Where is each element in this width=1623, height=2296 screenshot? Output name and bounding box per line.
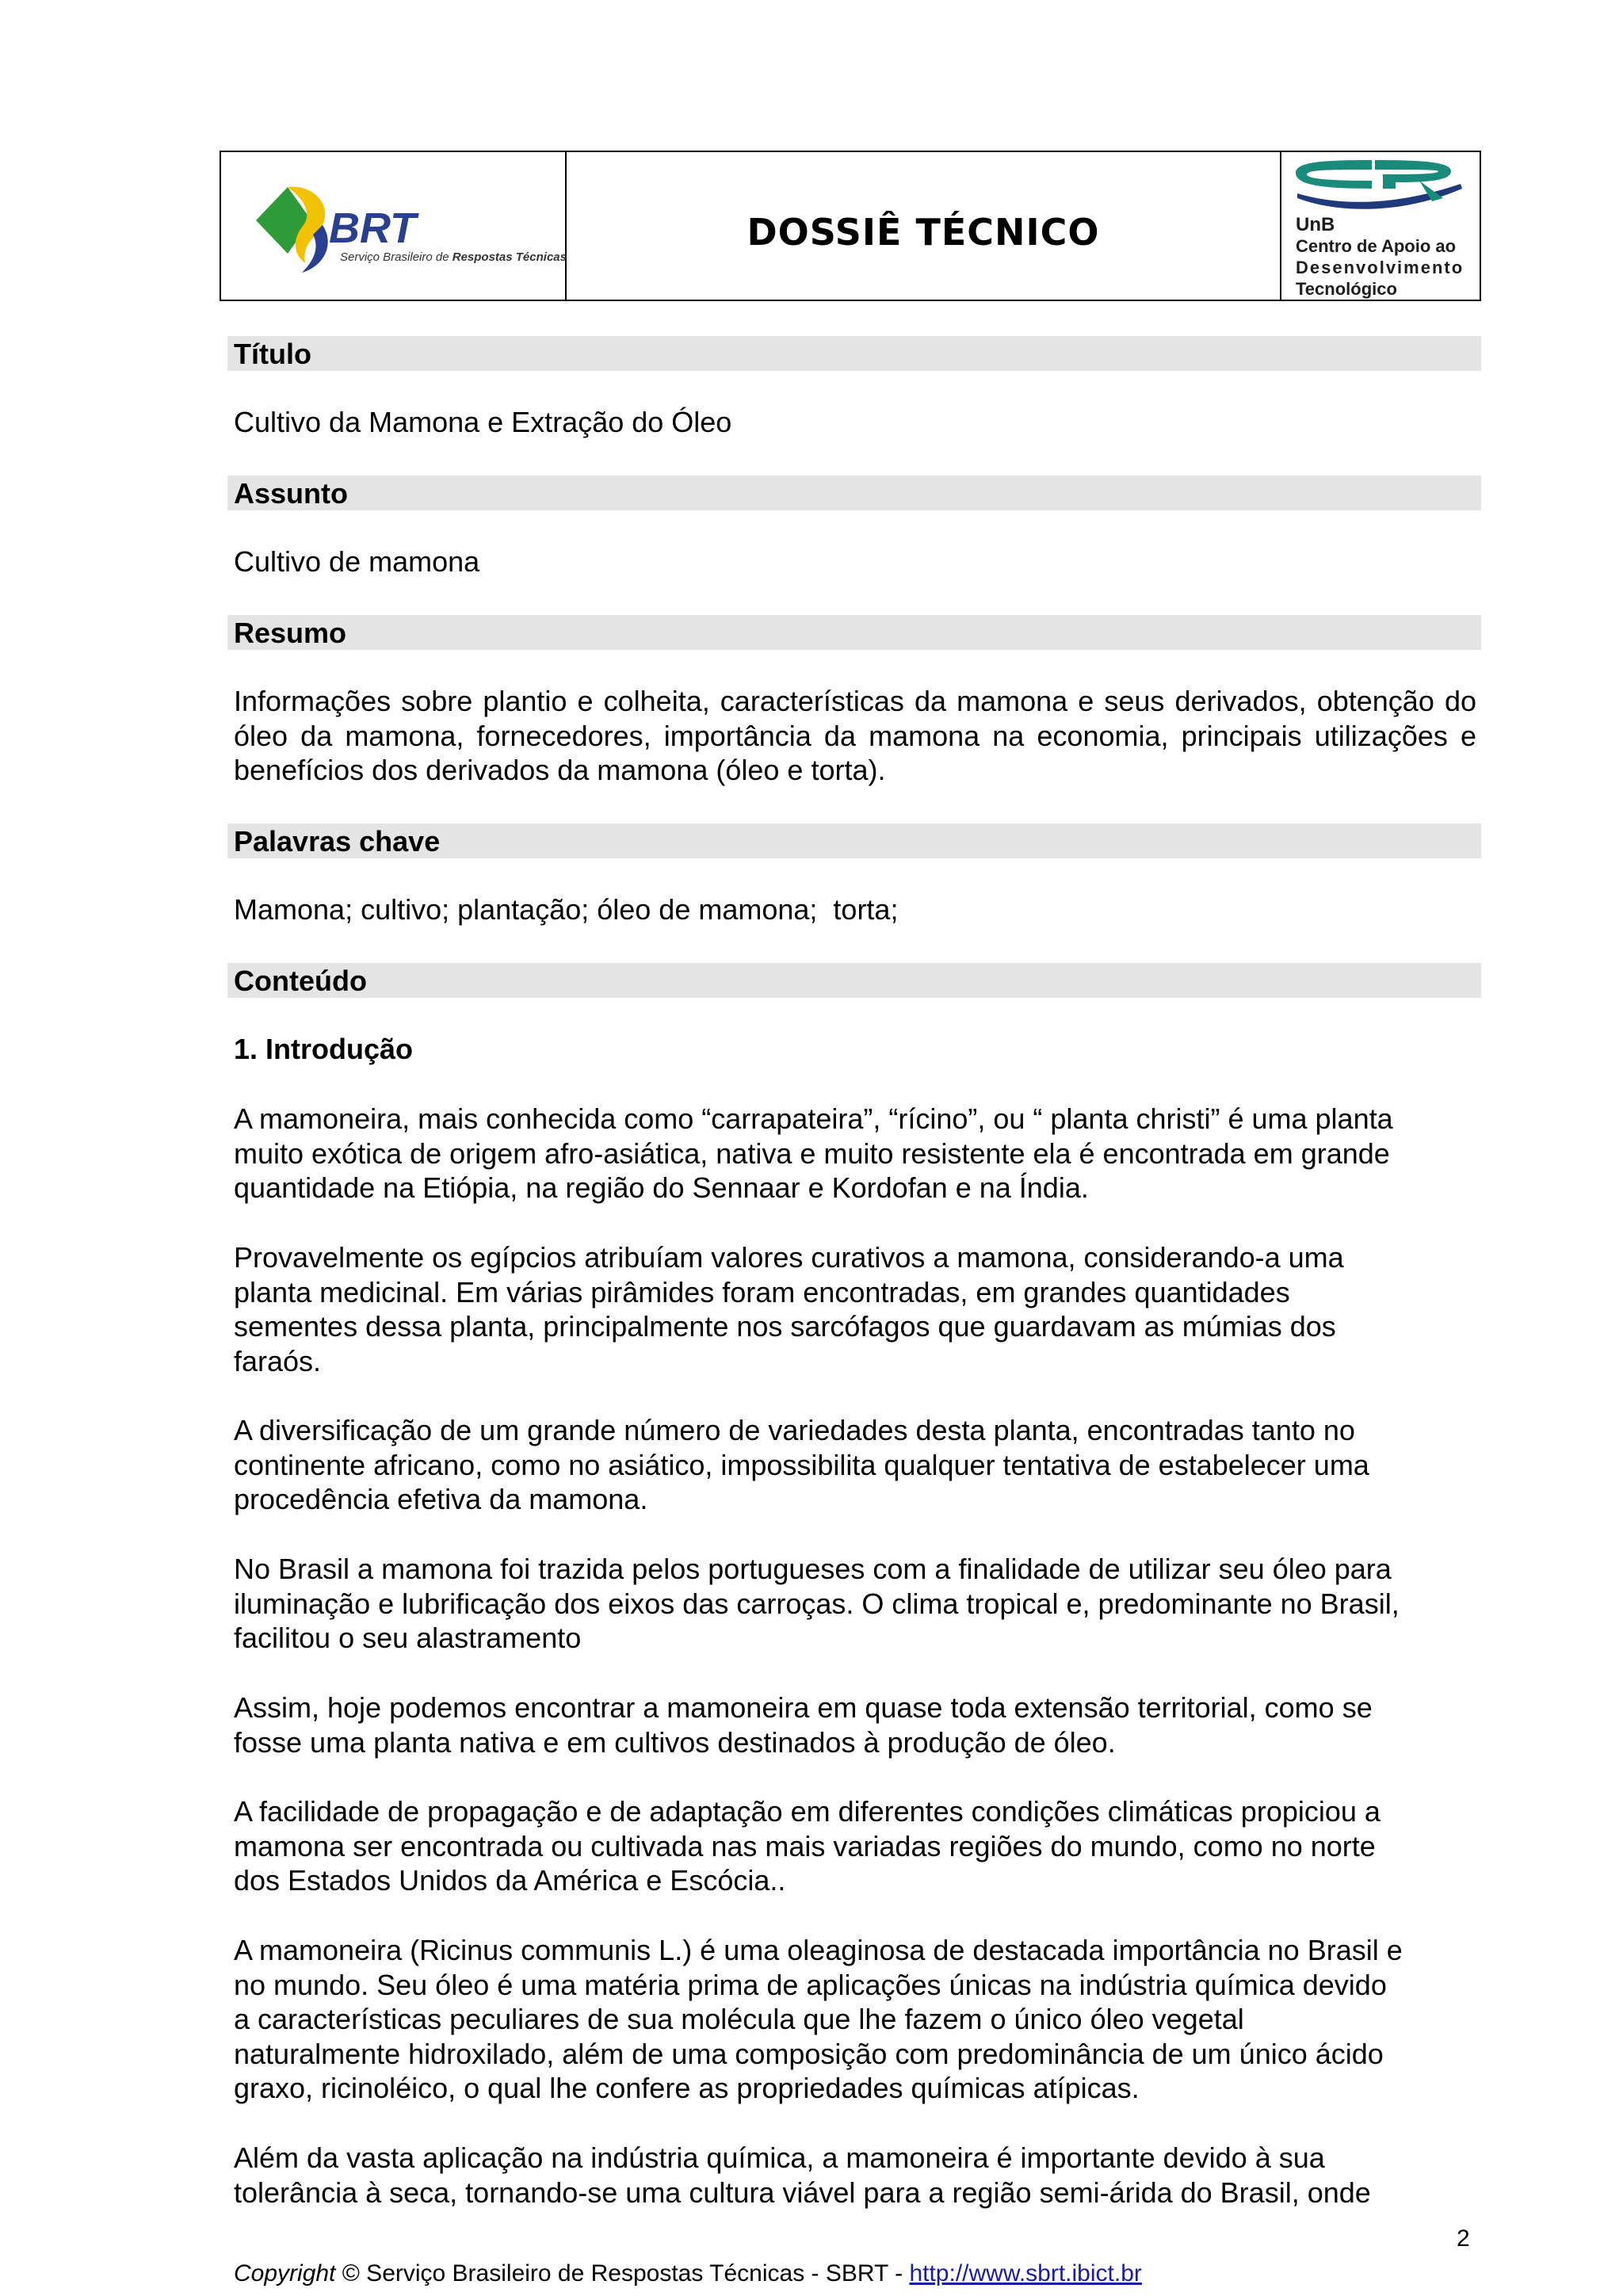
- sbrt-subtitle: Serviço Brasileiro de Respostas Técnicas: [340, 250, 567, 264]
- unb-line-2: Centro de Apoio ao: [1296, 236, 1457, 256]
- paragraph-6-line: mamona ser encontrada ou cultivada nas mais variadas regiões do mundo, como no norte: [234, 1829, 1376, 1862]
- unb-cdt-logo-icon: [1293, 157, 1467, 220]
- copyright-footer: Copyright © Serviço Brasileiro de Respostas Técnicas - SBRT - http://www.sbrt.ibict.br: [234, 2260, 1142, 2286]
- paragraph-2-line: Provavelmente os egípcios atribuíam valores curativos a mamona, considerando-a uma: [234, 1241, 1344, 1274]
- paragraph-5-line: fosse uma planta nativa e em cultivos destinados à produção de óleo.: [234, 1725, 1116, 1759]
- paragraph-2-line: sementes dessa planta, principalmente nos sarcófagos que guardavam as múmias dos: [234, 1310, 1336, 1343]
- unb-cdt-text: [1296, 214, 1464, 300]
- paragraph-3-line: continente africano, como no asiático, impossibilita qualquer tentativa de estabelecer uma: [234, 1448, 1369, 1481]
- document-title: DOSSIÊ TÉCNICO: [747, 211, 1100, 254]
- paragraph-4-line: iluminação e lubrificação dos eixos das carroças. O clima tropical e, predominante no Brasil,: [234, 1587, 1400, 1620]
- content-heading: 1. Introdução: [234, 1033, 414, 1065]
- paragraph-7-line: no mundo. Seu óleo é uma matéria prima de aplicações únicas na indústria química devido: [234, 1968, 1387, 2001]
- paragraph-3-line: A diversificação de um grande número de variedades desta planta, encontradas tanto no: [234, 1414, 1355, 1446]
- paragraph-2-line: planta medicinal. Em várias pirâmides foram encontradas, em grandes quantidades: [234, 1275, 1290, 1308]
- paragraph-4-line: No Brasil a mamona foi trazida pelos portugueses com a finalidade de utilizar seu óleo para: [234, 1553, 1392, 1585]
- svg-text:BRT: BRT: [329, 204, 417, 252]
- sbrt-logo-cell: [221, 152, 567, 300]
- unb-line-3: Desenvolvimento: [1296, 258, 1465, 277]
- paragraph-5-line: Assim, hoje podemos encontrar a mamoneira em quase toda extensão territorial, como se: [234, 1691, 1373, 1724]
- paragraph-6-line: dos Estados Unidos da América e Escócia..: [234, 1864, 786, 1897]
- paragraph-3-line: procedência efetiva da mamona.: [234, 1483, 648, 1516]
- header-title-cell: [567, 152, 1281, 300]
- unb-line-4: Tecnológico: [1296, 279, 1397, 299]
- paragraph-7-line: a características peculiares de sua molécula que lhe fazem o único óleo vegetal: [234, 2003, 1244, 2036]
- paragraph-4-line: facilitou o seu alastramento: [234, 1622, 582, 1655]
- section-heading-palavras-chave: Palavras chave: [227, 823, 1481, 858]
- paragraph-1-line: A mamoneira, mais conhecida como “carrapateira”, “rícino”, ou “ planta christi” é uma planta: [234, 1102, 1393, 1135]
- titulo-value: Cultivo da Mamona e Extração do Óleo: [234, 406, 732, 438]
- page-number: 2: [1457, 2225, 1470, 2252]
- section-heading-titulo: Título: [227, 336, 1481, 371]
- paragraph-7-line: graxo, ricinoléico, o qual lhe confere as propriedades químicas atípicas.: [234, 2072, 1140, 2105]
- paragraph-2-line: faraós.: [234, 1344, 322, 1377]
- paragraph-7-line: naturalmente hidroxilado, além de uma composição com predominância de um único ácido: [234, 2037, 1384, 2070]
- resumo-value: Informações sobre plantio e colheita, características da mamona e seus derivados, obtenção do óleo da mamona, fornecedores, importância da mamona na economia, principais utilizações e benefícios dos derivados da mamona (óleo e torta).: [234, 685, 1476, 786]
- unb-logo-cell: [1281, 152, 1480, 300]
- paragraph-8-line: Além da vasta aplicação na indústria química, a mamoneira é importante devido à sua: [234, 2141, 1325, 2174]
- section-heading-resumo: Resumo: [227, 615, 1481, 650]
- paragraph-8-line: tolerância à seca, tornando-se uma cultura viável para a região semi-árida do Brasil, onde: [234, 2176, 1371, 2209]
- assunto-value: Cultivo de mamona: [234, 545, 480, 578]
- paragraph-1-line: muito exótica de origem afro-asiática, nativa e muito resistente ela é encontrada em grande: [234, 1137, 1390, 1170]
- paragraph-6-line: A facilidade de propagação e de adaptação em diferentes condições climáticas propiciou a: [234, 1795, 1381, 1828]
- header-table: [220, 151, 1481, 301]
- section-heading-assunto: Assunto: [227, 476, 1481, 510]
- section-heading-conteudo: Conteúdo: [227, 963, 1481, 998]
- paragraph-7-line: A mamoneira (Ricinus communis L.) é uma oleaginosa de destacada importância no Brasil e: [234, 1934, 1403, 1966]
- paragraph-1-line: quantidade na Etiópia, na região do Sennaar e Kordofan e na Índia.: [234, 1171, 1089, 1205]
- palavras-chave-value: Mamona; cultivo; plantação; óleo de mamona; torta;: [234, 893, 899, 926]
- unb-line-1: UnB: [1296, 214, 1335, 235]
- sbrt-link[interactable]: http://www.sbrt.ibict.br: [909, 2260, 1142, 2286]
